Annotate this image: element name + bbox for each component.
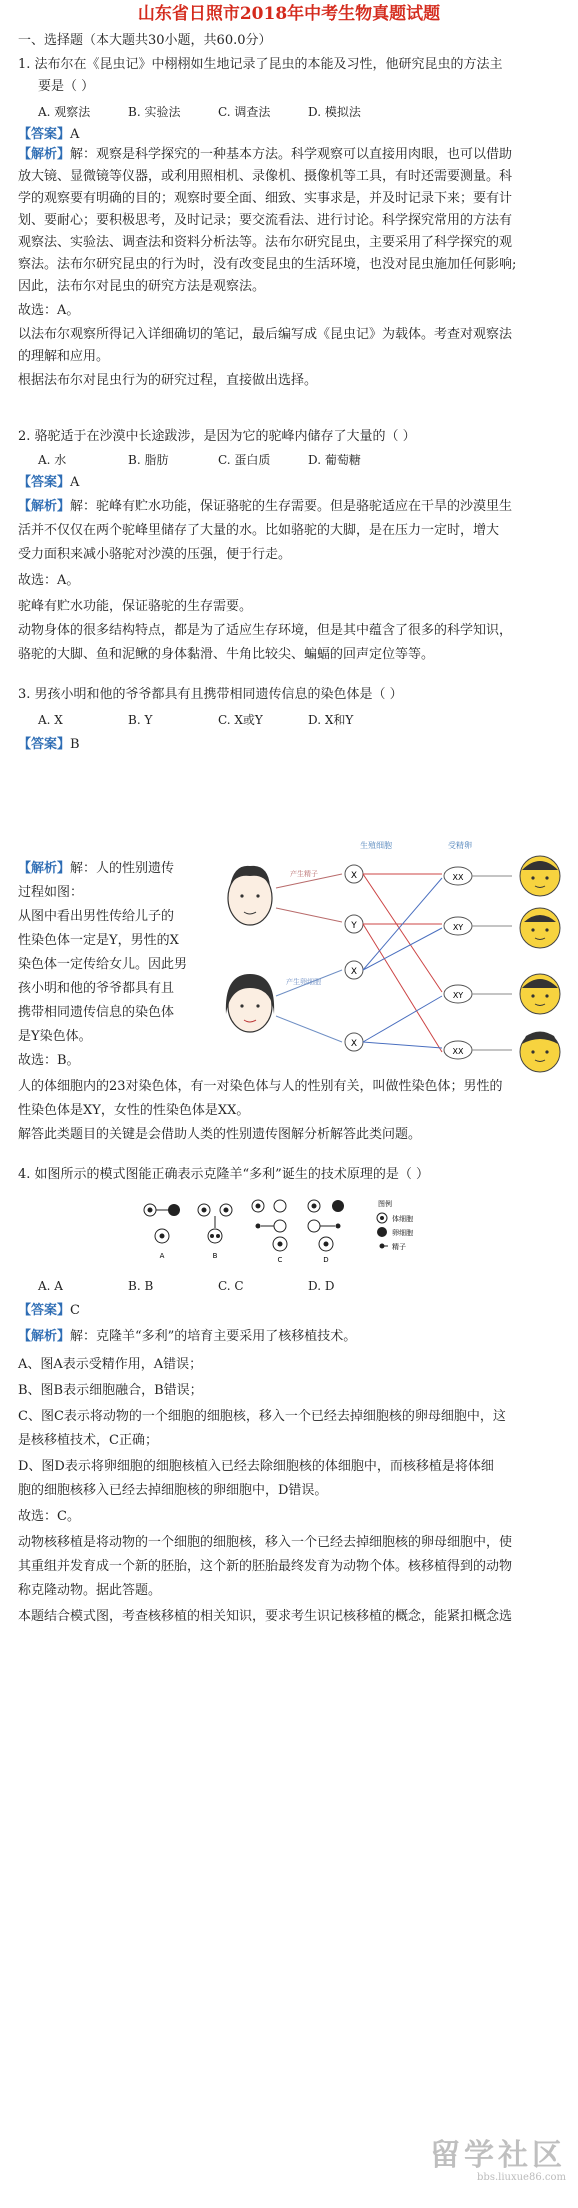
boy-face-icon — [520, 908, 560, 948]
q4-option-d: D. D — [308, 1279, 335, 1293]
q2-analysis-line: 活并不仅仅在两个驼峰里储存了大量的水。比如骆驼的大脚，是在压力一定时，增大 — [18, 523, 500, 538]
q4-analysis-line — [18, 1328, 356, 1346]
sperm-label: 产生精子 — [290, 870, 318, 878]
q2-option-b: B. 脂肪 — [128, 453, 169, 467]
q2-analysis-line — [18, 498, 512, 516]
svg-text:X: X — [350, 871, 358, 881]
model-figure-c — [252, 1200, 287, 1264]
q3-answer — [18, 736, 80, 754]
sex-inheritance-diagram — [222, 838, 578, 1074]
mother-face-icon — [226, 974, 274, 1032]
q4-option-a: A. A — [38, 1279, 63, 1293]
q3-analysis-line: 携带相同遗传信息的染色体 — [18, 1005, 175, 1020]
zygote-xx-1 — [444, 867, 472, 885]
analysis-text: 解：观察是科学探究的一种基本方法。科学观察可以直接用肉眼，也可以借助 — [70, 147, 513, 162]
q2-analysis-line: 驼峰有贮水功能，保证骆驼的生存需要。 — [18, 599, 253, 614]
q1-stem-line-2: 要是（ ） — [38, 79, 95, 94]
q1-stem-line-1: 1. 法布尔在《昆虫记》中栩栩如生地记录了昆虫的本能及习性，他研究昆虫的方法主 — [18, 57, 503, 72]
q1-analysis-line: 察法。法布尔研究昆虫的行为时，没有改变昆虫的生活环境，也没对昆虫施加任何影响; — [18, 257, 517, 272]
germ-cell-column-label: 生殖细胞 — [360, 841, 392, 850]
q1-analysis-line: 学的观察要有明确的目的；观察时要全面、细致、实事求是，并及时记录下来；要有计 — [18, 191, 513, 206]
zygote-column-label: 受精卵 — [448, 841, 472, 850]
q4-option-c: C. C — [218, 1279, 244, 1293]
answer-tag: 【答案】 — [18, 475, 71, 490]
q3-analysis-line: 是Y染色体。 — [18, 1029, 92, 1044]
svg-text:XX: XX — [452, 1047, 464, 1056]
q4-stem: 4. 如图所示的模式图能正确表示克隆羊“多利”诞生的技术原理的是（ ） — [18, 1167, 429, 1182]
q3-option-c: C. X或Y — [218, 713, 263, 727]
analysis-tag: 【解析】 — [18, 499, 71, 514]
q2-choice-line: 故选：A。 — [18, 573, 80, 588]
model-figure-a — [144, 1204, 180, 1260]
model-figure-b — [198, 1204, 232, 1260]
q4-analysis-line: B、图B表示细胞融合，B错误； — [18, 1383, 203, 1398]
q4-analysis-line: 本题结合模式图，考查核移植的相关知识，要求考生识记核移植的概念，能紧扣概念选 — [18, 1609, 513, 1624]
q3-analysis-line: 从图中看出男性传给儿子的 — [18, 909, 175, 924]
svg-text:XY: XY — [452, 923, 464, 932]
q4-analysis-line: A、图A表示受精作用，A错误； — [18, 1357, 203, 1372]
analysis-tag: 【解析】 — [18, 1329, 71, 1344]
analysis-tag: 【解析】 — [18, 147, 71, 162]
section-heading: 一、选择题（本大题共30小题，共60.0分） — [18, 33, 272, 48]
q2-answer — [18, 474, 79, 492]
zygote-xy-1 — [444, 917, 472, 935]
analysis-tag: 【解析】 — [18, 861, 71, 876]
svg-text:Y: Y — [351, 921, 357, 931]
q3-analysis-line: 染色体一定传给女儿。因此男 — [18, 957, 188, 972]
father-gamete-x — [345, 865, 363, 883]
q4-analysis-line: 动物核移植是将动物的一个细胞的细胞核，移入一个已经去掉细胞核的卵母细胞中，使 — [18, 1535, 513, 1550]
svg-text:XY: XY — [452, 991, 464, 1000]
q3-option-a: A. X — [38, 713, 63, 727]
svg-text:A: A — [159, 1252, 165, 1260]
boy-face-icon — [520, 974, 560, 1014]
q1-analysis-line: 的理解和应用。 — [18, 349, 110, 364]
q1-choice-line: 故选：A。 — [18, 303, 80, 318]
svg-text:X: X — [350, 967, 358, 977]
svg-text:卵细胞: 卵细胞 — [392, 1229, 413, 1237]
q4-analysis-line: 是核移植技术，C正确； — [18, 1433, 158, 1448]
q4-analysis-line: 称克隆动物。据此答题。 — [18, 1583, 162, 1598]
egg-label: 产生卵细胞 — [286, 978, 321, 986]
svg-text:X: X — [350, 1039, 358, 1049]
q1-analysis-line — [18, 146, 512, 164]
q1-analysis-line: 以法布尔观察所得记入详细确切的笔记，最后编写成《昆虫记》为载体。考查对观察法 — [18, 327, 513, 342]
q3-analysis-line: 性染色体一定是Y，男性的X — [18, 933, 179, 948]
watermark-logo: 留学社区 — [430, 2138, 566, 2173]
q1-option-b: B. 实验法 — [128, 105, 181, 119]
mother-gamete-x2 — [345, 1033, 363, 1051]
answer-value: C — [70, 1303, 80, 1318]
model-figure-d — [308, 1200, 344, 1264]
q4-analysis-line: 胞的细胞核移入已经去掉细胞核的卵细胞中，D错误。 — [18, 1483, 328, 1498]
zygote-xx-2 — [444, 1041, 472, 1059]
svg-text:图例: 图例 — [378, 1200, 392, 1208]
q1-answer — [18, 126, 79, 144]
answer-tag: 【答案】 — [18, 1303, 71, 1318]
q4-option-b: B. B — [128, 1279, 154, 1293]
watermark — [430, 2140, 566, 2183]
q3-option-d: D. X和Y — [308, 713, 354, 727]
q2-analysis-line: 骆驼的大脚、鱼和泥鳅的身体黏滑、牛角比较尖、蝙蝠的回声定位等等。 — [18, 647, 435, 662]
q3-analysis-line: 解答此类题目的关键是会借助人类的性别遗传图解分析解答此类问题。 — [18, 1127, 422, 1142]
answer-value: A — [70, 475, 80, 490]
q2-option-a: A. 水 — [38, 453, 67, 467]
answer-tag: 【答案】 — [18, 127, 71, 142]
q3-analysis-line — [18, 860, 174, 878]
svg-text:体细胞: 体细胞 — [392, 1215, 413, 1223]
answer-tag: 【答案】 — [18, 737, 71, 752]
zygote-xy-2 — [444, 985, 472, 1003]
q2-analysis-line: 动物身体的很多结构特点，都是为了适应生存环境，但是其中蕴含了很多的科学知识， — [18, 623, 513, 638]
q3-analysis-line: 孩小明和他的爷爷都具有且 — [18, 981, 175, 996]
q1-analysis-line: 因此，法布尔对昆虫的研究方法是观察法。 — [18, 279, 266, 294]
svg-text:B: B — [212, 1252, 218, 1260]
watermark-url: bbs.liuxue86.com — [477, 2172, 566, 2183]
q3-option-b: B. Y — [128, 713, 153, 727]
analysis-text: 解：克隆羊“多利”的培育主要采用了核移植技术。 — [70, 1329, 357, 1344]
q4-analysis-line: D、图D表示将卵细胞的细胞核植入已经去除细胞核的体细胞中，而核移植是将体细 — [18, 1459, 494, 1474]
q2-option-c: C. 蛋白质 — [218, 453, 271, 467]
page-title: 山东省日照市2018年中考生物真题试题 — [137, 4, 441, 24]
svg-text:XX: XX — [452, 873, 464, 882]
q4-choice-line: 故选：C。 — [18, 1509, 80, 1524]
svg-text:精子: 精子 — [392, 1243, 406, 1251]
analysis-text: 解：人的性别遗传 — [70, 861, 175, 876]
mother-gamete-x1 — [345, 961, 363, 979]
answer-value: B — [70, 737, 80, 752]
q4-analysis-line: C、图C表示将动物的一个细胞的细胞核，移入一个已经去掉细胞核的卵母细胞中，这 — [18, 1409, 506, 1424]
q1-option-c: C. 调查法 — [218, 105, 271, 119]
q1-analysis-line: 划、要耐心；要积极思考，及时记录；要交流看法、进行讨论。科学探究常用的方法有 — [18, 213, 513, 228]
q2-analysis-line: 受力面积来减小骆驼对沙漠的压强，便于行走。 — [18, 547, 292, 562]
q3-analysis-line: 人的体细胞内的23对染色体，有一对染色体与人的性别有关，叫做性染色体；男性的 — [18, 1079, 503, 1094]
q1-option-a: A. 观察法 — [38, 105, 91, 119]
q1-analysis-line: 观察法、实验法、调查法和资料分析法等。法布尔研究昆虫，主要采用了科学探究的观 — [18, 235, 513, 250]
q2-stem: 2. 骆驼适于在沙漠中长途跋涉，是因为它的驼峰内储存了大量的（ ） — [18, 429, 416, 444]
girl-face-icon — [520, 1032, 560, 1072]
q3-stem: 3. 男孩小明和他的爷爷都具有且携带相同遗传信息的染色体是（ ） — [18, 687, 403, 702]
q3-choice-line: 故选：B。 — [18, 1053, 80, 1068]
q3-analysis-line: 性染色体是XY，女性的性染色体是XX。 — [18, 1103, 250, 1118]
q2-option-d: D. 葡萄糖 — [308, 453, 361, 467]
q3-analysis-line: 过程如图： — [18, 885, 84, 900]
svg-text:D: D — [323, 1256, 329, 1264]
figure-legend — [377, 1199, 413, 1251]
analysis-text: 解：驼峰有贮水功能，保证骆驼的生存需要。但是骆驼适应在干旱的沙漠里生 — [70, 499, 513, 514]
girl-face-icon — [520, 856, 560, 896]
q1-analysis-line: 放大镜、显微镜等仪器，或利用照相机、录像机、摄像机等工具，有时还需要测量。科 — [18, 169, 513, 184]
q1-option-d: D. 模拟法 — [308, 105, 361, 119]
cloning-model-figure — [140, 1196, 440, 1266]
q4-analysis-line: 其重组并发育成一个新的胚胎，这个新的胚胎最终发育为动物个体。核移植得到的动物 — [18, 1559, 513, 1574]
father-gamete-y — [345, 915, 363, 933]
q4-answer — [18, 1302, 80, 1320]
q1-analysis-line: 根据法布尔对昆虫行为的研究过程，直接做出选择。 — [18, 373, 318, 388]
svg-text:C: C — [277, 1256, 283, 1264]
father-face-icon — [228, 866, 272, 925]
answer-value: A — [70, 127, 80, 142]
